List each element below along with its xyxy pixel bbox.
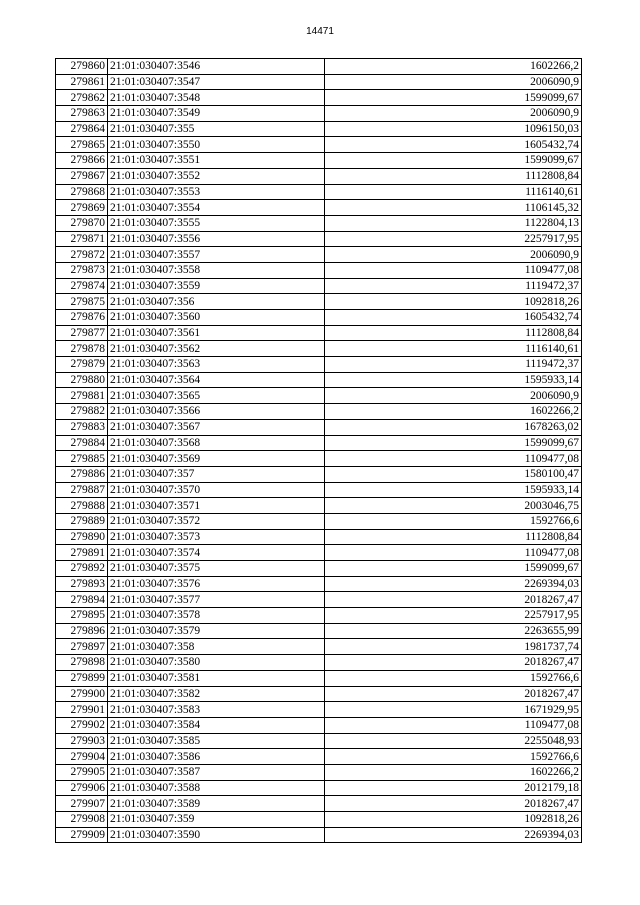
cadastral-value-cell: 1109477,08 bbox=[325, 545, 582, 561]
row-number-cell: 279890 bbox=[56, 529, 108, 545]
cadastral-value-cell: 2012179,18 bbox=[325, 780, 582, 796]
cadastral-value-cell: 1592766,6 bbox=[325, 670, 582, 686]
cadastral-value-cell: 1671929,95 bbox=[325, 702, 582, 718]
cadastral-value-cell: 2018267,47 bbox=[325, 796, 582, 812]
cadastral-value-cell: 2018267,47 bbox=[325, 655, 582, 671]
page-number: 14471 bbox=[306, 26, 334, 37]
cadastral-number-cell: 21:01:030407:3588 bbox=[108, 780, 325, 796]
table-row bbox=[56, 733, 582, 749]
row-number-cell: 279887 bbox=[56, 482, 108, 498]
row-number-cell: 279896 bbox=[56, 623, 108, 639]
cadastral-number-cell: 21:01:030407:3547 bbox=[108, 74, 325, 90]
cadastral-number-cell: 21:01:030407:3576 bbox=[108, 576, 325, 592]
cadastral-value-cell: 2006090,9 bbox=[325, 106, 582, 122]
row-number-cell: 279881 bbox=[56, 388, 108, 404]
cadastral-number-cell: 21:01:030407:3580 bbox=[108, 655, 325, 671]
row-number-cell: 279893 bbox=[56, 576, 108, 592]
table-row bbox=[56, 184, 582, 200]
row-number-cell: 279866 bbox=[56, 153, 108, 169]
cadastral-number-cell: 21:01:030407:3573 bbox=[108, 529, 325, 545]
row-number-cell: 279894 bbox=[56, 592, 108, 608]
cadastral-number-cell: 21:01:030407:3583 bbox=[108, 702, 325, 718]
table-row bbox=[56, 341, 582, 357]
table-row bbox=[56, 262, 582, 278]
cadastral-number-cell: 21:01:030407:3564 bbox=[108, 372, 325, 388]
cadastral-value-cell: 1599099,67 bbox=[325, 90, 582, 106]
table-row bbox=[56, 310, 582, 326]
row-number-cell: 279900 bbox=[56, 686, 108, 702]
table-row bbox=[56, 419, 582, 435]
cadastral-number-cell: 21:01:030407:3569 bbox=[108, 451, 325, 467]
table-row bbox=[56, 294, 582, 310]
cadastral-number-cell: 21:01:030407:3589 bbox=[108, 796, 325, 812]
cadastral-value-cell: 1602266,2 bbox=[325, 404, 582, 420]
row-number-cell: 279888 bbox=[56, 498, 108, 514]
cadastral-value-cell: 1112808,84 bbox=[325, 325, 582, 341]
cadastral-number-cell: 21:01:030407:357 bbox=[108, 466, 325, 482]
cadastral-number-cell: 21:01:030407:3578 bbox=[108, 608, 325, 624]
cadastral-value-cell: 1119472,37 bbox=[325, 278, 582, 294]
cadastral-value-cell: 2006090,9 bbox=[325, 388, 582, 404]
cadastral-value-cell: 2018267,47 bbox=[325, 686, 582, 702]
row-number-cell: 279880 bbox=[56, 372, 108, 388]
row-number-cell: 279889 bbox=[56, 513, 108, 529]
table-body bbox=[56, 59, 582, 843]
table-row bbox=[56, 670, 582, 686]
row-number-cell: 279878 bbox=[56, 341, 108, 357]
cadastral-number-cell: 21:01:030407:3577 bbox=[108, 592, 325, 608]
row-number-cell: 279886 bbox=[56, 466, 108, 482]
cadastral-number-cell: 21:01:030407:355 bbox=[108, 121, 325, 137]
cadastral-number-cell: 21:01:030407:3556 bbox=[108, 231, 325, 247]
row-number-cell: 279904 bbox=[56, 749, 108, 765]
row-number-cell: 279879 bbox=[56, 357, 108, 373]
cadastral-number-cell: 21:01:030407:3571 bbox=[108, 498, 325, 514]
cadastral-number-cell: 21:01:030407:3560 bbox=[108, 310, 325, 326]
table-row bbox=[56, 215, 582, 231]
table-row bbox=[56, 498, 582, 514]
cadastral-value-cell: 1602266,2 bbox=[325, 764, 582, 780]
row-number-cell: 279906 bbox=[56, 780, 108, 796]
cadastral-value-cell: 1109477,08 bbox=[325, 717, 582, 733]
cadastral-number-cell: 21:01:030407:3549 bbox=[108, 106, 325, 122]
table-row bbox=[56, 90, 582, 106]
row-number-cell: 279862 bbox=[56, 90, 108, 106]
row-number-cell: 279863 bbox=[56, 106, 108, 122]
cadastral-value-table bbox=[55, 58, 582, 843]
row-number-cell: 279903 bbox=[56, 733, 108, 749]
table-row bbox=[56, 827, 582, 843]
cadastral-value-cell: 1112808,84 bbox=[325, 529, 582, 545]
cadastral-value-cell: 1605432,74 bbox=[325, 137, 582, 153]
table-row bbox=[56, 372, 582, 388]
cadastral-value-cell: 1092818,26 bbox=[325, 812, 582, 828]
cadastral-number-cell: 21:01:030407:3587 bbox=[108, 764, 325, 780]
table-row bbox=[56, 357, 582, 373]
cadastral-number-cell: 21:01:030407:3563 bbox=[108, 357, 325, 373]
cadastral-number-cell: 21:01:030407:3562 bbox=[108, 341, 325, 357]
row-number-cell: 279869 bbox=[56, 200, 108, 216]
row-number-cell: 279873 bbox=[56, 262, 108, 278]
cadastral-value-cell: 1092818,26 bbox=[325, 294, 582, 310]
table-row bbox=[56, 749, 582, 765]
cadastral-value-cell: 1595933,14 bbox=[325, 372, 582, 388]
cadastral-value-cell: 1602266,2 bbox=[325, 59, 582, 75]
table-row bbox=[56, 780, 582, 796]
cadastral-value-cell: 1109477,08 bbox=[325, 451, 582, 467]
table-row bbox=[56, 655, 582, 671]
table-row bbox=[56, 513, 582, 529]
cadastral-value-cell: 2257917,95 bbox=[325, 231, 582, 247]
row-number-cell: 279861 bbox=[56, 74, 108, 90]
table-row bbox=[56, 231, 582, 247]
cadastral-number-cell: 21:01:030407:3550 bbox=[108, 137, 325, 153]
row-number-cell: 279877 bbox=[56, 325, 108, 341]
cadastral-value-cell: 1116140,61 bbox=[325, 184, 582, 200]
row-number-cell: 279898 bbox=[56, 655, 108, 671]
cadastral-number-cell: 21:01:030407:3551 bbox=[108, 153, 325, 169]
row-number-cell: 279865 bbox=[56, 137, 108, 153]
table-row bbox=[56, 200, 582, 216]
row-number-cell: 279892 bbox=[56, 561, 108, 577]
cadastral-value-cell: 2255048,93 bbox=[325, 733, 582, 749]
cadastral-number-cell: 21:01:030407:3561 bbox=[108, 325, 325, 341]
cadastral-number-cell: 21:01:030407:3579 bbox=[108, 623, 325, 639]
table-row bbox=[56, 561, 582, 577]
cadastral-value-cell: 1605432,74 bbox=[325, 310, 582, 326]
table-row bbox=[56, 764, 582, 780]
cadastral-number-cell: 21:01:030407:358 bbox=[108, 639, 325, 655]
table-row bbox=[56, 529, 582, 545]
cadastral-value-cell: 1580100,47 bbox=[325, 466, 582, 482]
row-number-cell: 279885 bbox=[56, 451, 108, 467]
table-row bbox=[56, 686, 582, 702]
cadastral-number-cell: 21:01:030407:3581 bbox=[108, 670, 325, 686]
cadastral-number-cell: 21:01:030407:3575 bbox=[108, 561, 325, 577]
row-number-cell: 279870 bbox=[56, 215, 108, 231]
cadastral-value-cell: 1106145,32 bbox=[325, 200, 582, 216]
cadastral-number-cell: 21:01:030407:3582 bbox=[108, 686, 325, 702]
cadastral-number-cell: 21:01:030407:3559 bbox=[108, 278, 325, 294]
row-number-cell: 279901 bbox=[56, 702, 108, 718]
row-number-cell: 279871 bbox=[56, 231, 108, 247]
cadastral-value-cell: 1116140,61 bbox=[325, 341, 582, 357]
cadastral-value-cell: 1096150,03 bbox=[325, 121, 582, 137]
row-number-cell: 279882 bbox=[56, 404, 108, 420]
table-row bbox=[56, 451, 582, 467]
row-number-cell: 279864 bbox=[56, 121, 108, 137]
row-number-cell: 279897 bbox=[56, 639, 108, 655]
table-row bbox=[56, 592, 582, 608]
cadastral-value-cell: 1592766,6 bbox=[325, 749, 582, 765]
cadastral-value-cell: 1678263,02 bbox=[325, 419, 582, 435]
row-number-cell: 279868 bbox=[56, 184, 108, 200]
table-row bbox=[56, 576, 582, 592]
cadastral-value-cell: 2006090,9 bbox=[325, 74, 582, 90]
cadastral-value-cell: 2269394,03 bbox=[325, 576, 582, 592]
row-number-cell: 279899 bbox=[56, 670, 108, 686]
table-row bbox=[56, 796, 582, 812]
cadastral-number-cell: 21:01:030407:359 bbox=[108, 812, 325, 828]
table-row bbox=[56, 247, 582, 263]
table-row bbox=[56, 717, 582, 733]
row-number-cell: 279905 bbox=[56, 764, 108, 780]
table-row bbox=[56, 466, 582, 482]
cadastral-number-cell: 21:01:030407:3552 bbox=[108, 168, 325, 184]
row-number-cell: 279907 bbox=[56, 796, 108, 812]
cadastral-number-cell: 21:01:030407:3546 bbox=[108, 59, 325, 75]
cadastral-value-cell: 1981737,74 bbox=[325, 639, 582, 655]
cadastral-value-cell: 1599099,67 bbox=[325, 153, 582, 169]
table-row bbox=[56, 388, 582, 404]
row-number-cell: 279867 bbox=[56, 168, 108, 184]
table-row bbox=[56, 153, 582, 169]
row-number-cell: 279884 bbox=[56, 435, 108, 451]
table-row bbox=[56, 482, 582, 498]
row-number-cell: 279895 bbox=[56, 608, 108, 624]
table-row bbox=[56, 278, 582, 294]
cadastral-number-cell: 21:01:030407:3554 bbox=[108, 200, 325, 216]
cadastral-number-cell: 21:01:030407:3566 bbox=[108, 404, 325, 420]
table-row bbox=[56, 137, 582, 153]
cadastral-number-cell: 21:01:030407:3557 bbox=[108, 247, 325, 263]
cadastral-number-cell: 21:01:030407:3584 bbox=[108, 717, 325, 733]
cadastral-number-cell: 21:01:030407:3590 bbox=[108, 827, 325, 843]
cadastral-value-cell: 1119472,37 bbox=[325, 357, 582, 373]
cadastral-number-cell: 21:01:030407:3574 bbox=[108, 545, 325, 561]
row-number-cell: 279902 bbox=[56, 717, 108, 733]
table-row bbox=[56, 639, 582, 655]
cadastral-number-cell: 21:01:030407:3568 bbox=[108, 435, 325, 451]
cadastral-number-cell: 21:01:030407:3572 bbox=[108, 513, 325, 529]
table-row bbox=[56, 106, 582, 122]
row-number-cell: 279909 bbox=[56, 827, 108, 843]
table-row bbox=[56, 168, 582, 184]
row-number-cell: 279874 bbox=[56, 278, 108, 294]
cadastral-value-cell: 1109477,08 bbox=[325, 262, 582, 278]
table-row bbox=[56, 404, 582, 420]
cadastral-number-cell: 21:01:030407:356 bbox=[108, 294, 325, 310]
table-row bbox=[56, 702, 582, 718]
cadastral-number-cell: 21:01:030407:3553 bbox=[108, 184, 325, 200]
table-row bbox=[56, 74, 582, 90]
cadastral-value-cell: 2003046,75 bbox=[325, 498, 582, 514]
row-number-cell: 279908 bbox=[56, 812, 108, 828]
cadastral-value-cell: 1599099,67 bbox=[325, 435, 582, 451]
cadastral-value-cell: 2263655,99 bbox=[325, 623, 582, 639]
table-row bbox=[56, 623, 582, 639]
cadastral-number-cell: 21:01:030407:3565 bbox=[108, 388, 325, 404]
table-row bbox=[56, 59, 582, 75]
cadastral-number-cell: 21:01:030407:3585 bbox=[108, 733, 325, 749]
table-row bbox=[56, 121, 582, 137]
cadastral-value-cell: 2269394,03 bbox=[325, 827, 582, 843]
cadastral-value-cell: 1112808,84 bbox=[325, 168, 582, 184]
cadastral-value-cell: 2006090,9 bbox=[325, 247, 582, 263]
cadastral-value-cell: 2018267,47 bbox=[325, 592, 582, 608]
cadastral-number-cell: 21:01:030407:3570 bbox=[108, 482, 325, 498]
cadastral-value-cell: 2257917,95 bbox=[325, 608, 582, 624]
table-row bbox=[56, 812, 582, 828]
row-number-cell: 279872 bbox=[56, 247, 108, 263]
row-number-cell: 279875 bbox=[56, 294, 108, 310]
cadastral-value-cell: 1599099,67 bbox=[325, 561, 582, 577]
table-row bbox=[56, 325, 582, 341]
table-row bbox=[56, 608, 582, 624]
row-number-cell: 279891 bbox=[56, 545, 108, 561]
cadastral-number-cell: 21:01:030407:3558 bbox=[108, 262, 325, 278]
cadastral-number-cell: 21:01:030407:3548 bbox=[108, 90, 325, 106]
cadastral-value-cell: 1595933,14 bbox=[325, 482, 582, 498]
cadastral-number-cell: 21:01:030407:3555 bbox=[108, 215, 325, 231]
table-row bbox=[56, 545, 582, 561]
cadastral-number-cell: 21:01:030407:3567 bbox=[108, 419, 325, 435]
row-number-cell: 279883 bbox=[56, 419, 108, 435]
cadastral-value-cell: 1592766,6 bbox=[325, 513, 582, 529]
row-number-cell: 279876 bbox=[56, 310, 108, 326]
cadastral-number-cell: 21:01:030407:3586 bbox=[108, 749, 325, 765]
cadastral-value-cell: 1122804,13 bbox=[325, 215, 582, 231]
table-row bbox=[56, 435, 582, 451]
row-number-cell: 279860 bbox=[56, 59, 108, 75]
